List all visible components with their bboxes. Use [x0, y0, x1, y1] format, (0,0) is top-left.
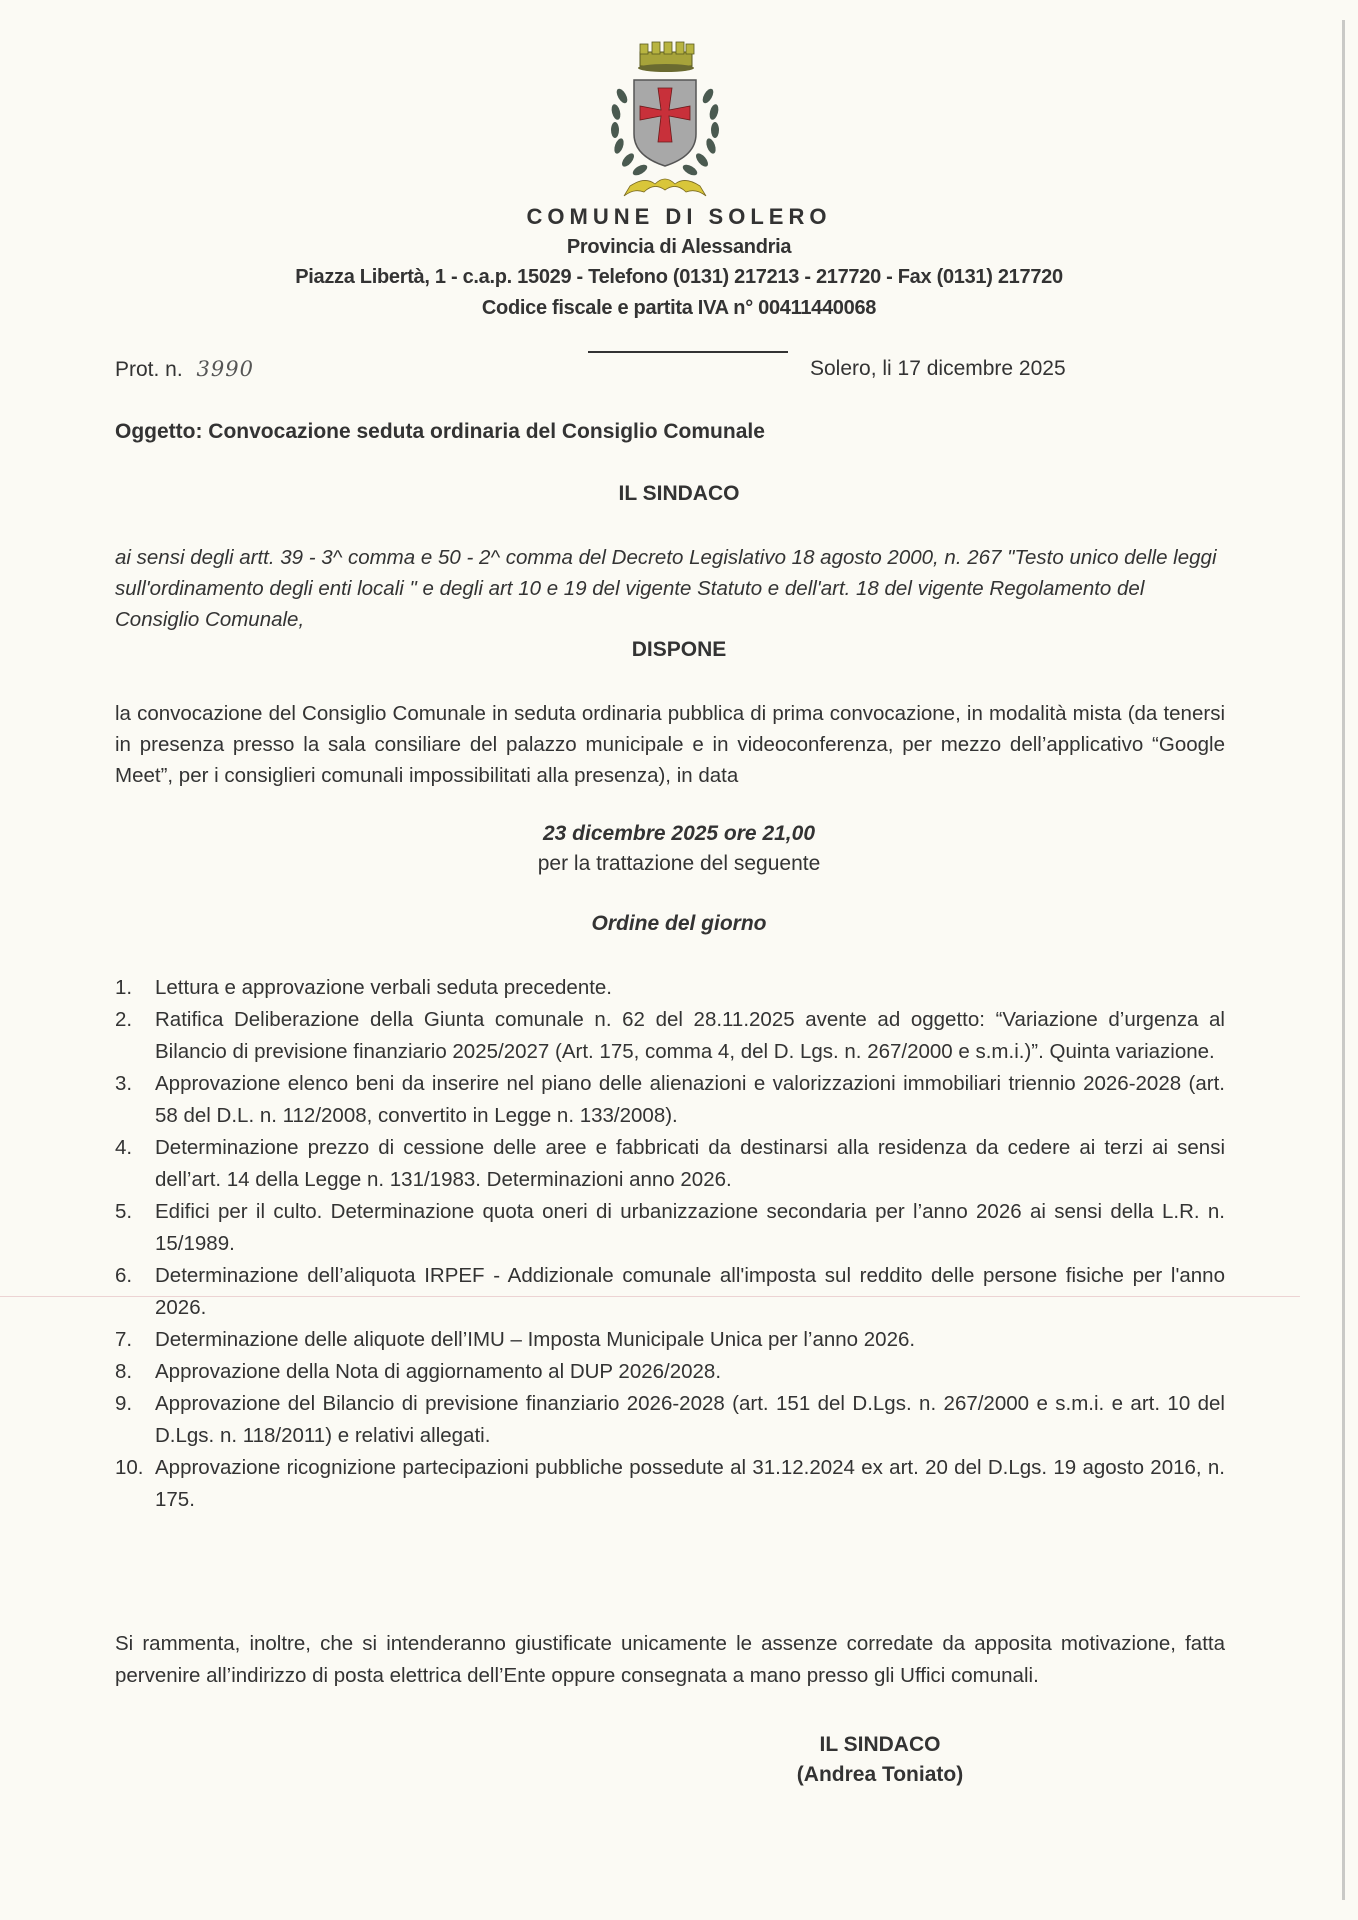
agenda-item-text: Ratifica Deliberazione della Giunta comunale n. 62 del 28.11.2025 avente ad oggetto: “Variazione d’urgenza al Bilancio di previsione finanziario 2025/2027 (Art. 175, comma 4, del D. Lgs. n. 267/2000 e s.m.i.)”. Quinta variazione.	[155, 1008, 1225, 1063]
legal-preamble: ai sensi degli artt. 39 - 3^ comma e 50 - 2^ comma del Decreto Legislativo 18 agosto 2000, n. 267 "Testo unico delle leggi sull'ordinamento degli enti locali " e degli art 10 e 19 del vigente Statuto e dell'art. 18 del vigente Regolamento del Consiglio Comunale,	[115, 546, 1217, 631]
header-divider	[588, 351, 788, 353]
agenda-item-text: Approvazione ricognizione partecipazioni pubbliche possedute al 31.12.2024 ex art. 20 del D.Lgs. 19 agosto 2016, n. 175.	[155, 1456, 1225, 1511]
protocol-value: 3990	[196, 357, 254, 381]
agenda-item	[115, 1260, 1225, 1324]
agenda-item	[115, 1132, 1225, 1196]
agenda-item-number: 7.	[115, 1328, 133, 1351]
agenda-item	[115, 972, 1225, 1004]
agenda-item-text: Approvazione elenco beni da inserire nel piano delle alienazioni e valorizzazioni immobiliari triennio 2026-2028 (art. 58 del D.L. n. 112/2008, convertito in Legge n. 133/2008).	[155, 1072, 1225, 1127]
signature-role: IL SINDACO	[819, 1733, 941, 1756]
agenda-item-text: Approvazione del Bilancio di previsione finanziario 2026-2028 (art. 151 del D.Lgs. n. 267/2000 e s.m.i. e art. 10 del D.Lgs. n. 118/2011) e relativi allegati.	[155, 1392, 1225, 1447]
agenda-list	[115, 972, 1225, 1516]
subject-line: Oggetto: Convocazione seduta ordinaria del Consiglio Comunale	[115, 420, 765, 443]
agenda-item	[115, 1356, 1225, 1388]
meeting-subline: per la trattazione del seguente	[537, 852, 821, 875]
dispone-heading: DISPONE	[631, 638, 727, 661]
municipality-name: COMUNE DI SOLERO	[526, 204, 832, 229]
agenda-item	[115, 1324, 1225, 1356]
province-name: Provincia di Alessandria	[566, 236, 792, 258]
signature-name: (Andrea Toniato)	[796, 1763, 964, 1786]
ribbon-icon	[624, 179, 706, 196]
agenda-item-number: 3.	[115, 1072, 133, 1095]
agenda-item-text: Determinazione dell’aliquota IRPEF - Addizionale comunale all'imposta sul reddito delle persone fisiche per l'anno 2026.	[155, 1264, 1225, 1319]
agenda-item-number: 10.	[115, 1456, 144, 1479]
absence-note: Si rammenta, inoltre, che si intenderanno giustificate unicamente le assenze corredate da apposita motivazione, fatta pervenire all’indirizzo di posta elettrica dell’Ente oppure consegnata a mano presso gli Uffici comunali.	[115, 1632, 1225, 1687]
agenda-item-text: Edifici per il culto. Determinazione quota oneri di urbanizzazione secondaria per l’anno 2026 ai sensi della L.R. n. 15/1989.	[155, 1200, 1225, 1255]
agenda-title: Ordine del giorno	[591, 912, 767, 935]
agenda-item-number: 4.	[115, 1136, 133, 1159]
protocol-number	[115, 357, 254, 382]
agenda-item-text: Approvazione della Nota di aggiornamento al DUP 2026/2028.	[155, 1360, 722, 1383]
protocol-label: Prot. n.	[115, 358, 183, 381]
agenda-item-text: Determinazione prezzo di cessione delle aree e fabbricati da destinarsi alla residenza da cedere ai terzi ai sensi dell’art. 14 della Legge n. 131/1983. Determinazioni anno 2026.	[155, 1136, 1225, 1191]
issuer-heading: IL SINDACO	[618, 482, 740, 505]
agenda-item-number: 5.	[115, 1200, 133, 1223]
agenda-item	[115, 1388, 1225, 1452]
agenda-item-text: Lettura e approvazione verbali seduta precedente.	[155, 976, 613, 999]
coat-of-arms-icon	[600, 38, 730, 208]
agenda-item-text: Determinazione delle aliquote dell’IMU – Imposta Municipale Unica per l’anno 2026.	[155, 1328, 916, 1351]
agenda-item-number: 6.	[115, 1264, 133, 1287]
agenda-item-number: 2.	[115, 1008, 133, 1031]
agenda-item	[115, 1068, 1225, 1132]
tax-code-line: Codice fiscale e partita IVA n° 00411440068	[481, 297, 877, 319]
crown-icon	[638, 42, 694, 72]
agenda-item-number: 1.	[115, 976, 133, 999]
address-line: Piazza Libertà, 1 - c.a.p. 15029 - Telefono (0131) 217213 - 217720 - Fax (0131) 217720	[295, 266, 1063, 288]
meeting-datetime: 23 dicembre 2025 ore 21,00	[542, 822, 815, 845]
agenda-item	[115, 1452, 1225, 1516]
agenda-item	[115, 1004, 1225, 1068]
agenda-item	[115, 1196, 1225, 1260]
convocation-paragraph: la convocazione del Consiglio Comunale in seduta ordinaria pubblica di prima convocazione, in modalità mista (da tenersi in presenza presso la sala consiliare del palazzo municipale e in videoconferenza, per mezzo dell’applicativo “Google Meet”, per i consiglieri comunali impossibilitati alla presenza), in data	[115, 702, 1225, 787]
place-date: Solero, li 17 dicembre 2025	[810, 357, 1066, 380]
signature-block	[740, 1730, 1020, 1790]
agenda-item-number: 9.	[115, 1392, 133, 1415]
agenda-item-number: 8.	[115, 1360, 133, 1383]
